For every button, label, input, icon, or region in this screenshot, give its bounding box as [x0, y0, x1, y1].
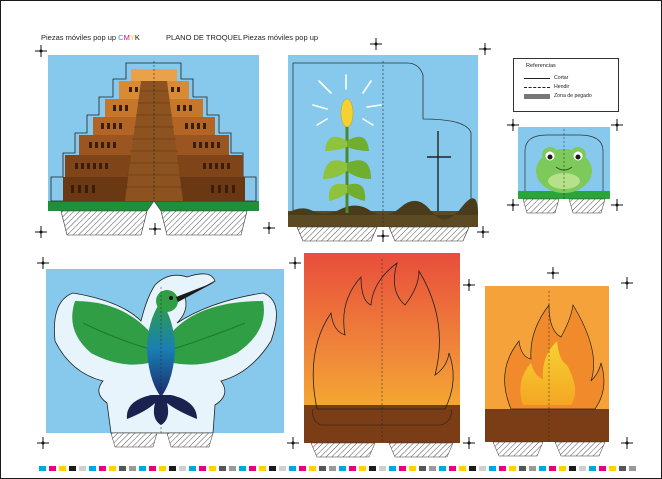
registration-mark: [289, 257, 301, 269]
calibration-swatch: [139, 466, 146, 471]
registration-mark: [621, 437, 633, 449]
registration-mark: [287, 437, 299, 449]
calibration-swatch: [269, 466, 276, 471]
calibration-swatch: [289, 466, 296, 471]
calibration-swatch: [129, 466, 136, 471]
calibration-swatch: [359, 466, 366, 471]
calibration-swatch: [389, 466, 396, 471]
calibration-swatch: [559, 466, 566, 471]
calibration-swatch: [519, 466, 526, 471]
calibration-swatch: [539, 466, 546, 471]
calibration-swatch: [79, 466, 86, 471]
calibration-swatch: [489, 466, 496, 471]
calibration-swatch: [369, 466, 376, 471]
calibration-swatch: [179, 466, 186, 471]
registration-mark: [463, 437, 475, 449]
calibration-swatch: [609, 466, 616, 471]
header-center-title: PLANO DE TROQUEL: [166, 33, 243, 42]
calibration-swatch: [119, 466, 126, 471]
cmyk-m: M: [123, 33, 130, 42]
corn-plant-piece: [288, 55, 478, 241]
calibration-swatch: [309, 466, 316, 471]
calibration-swatch: [249, 466, 256, 471]
registration-mark: [547, 267, 559, 279]
tall-fire-piece: [304, 253, 460, 457]
calibration-swatch: [299, 466, 306, 471]
calibration-swatch: [499, 466, 506, 471]
calibration-swatch: [259, 466, 266, 471]
calibration-swatch: [569, 466, 576, 471]
calibration-swatch: [209, 466, 216, 471]
calibration-swatch: [509, 466, 516, 471]
calibration-swatch: [39, 466, 46, 471]
registration-mark: [507, 199, 519, 211]
legend-label-cut: Cortar: [554, 75, 569, 81]
registration-mark: [507, 119, 519, 131]
calibration-swatch: [279, 466, 286, 471]
calibration-swatch: [149, 466, 156, 471]
calibration-swatch: [409, 466, 416, 471]
calibration-swatch: [219, 466, 226, 471]
registration-mark: [611, 199, 623, 211]
calibration-swatch: [429, 466, 436, 471]
registration-mark: [149, 223, 161, 235]
calibration-swatch: [469, 466, 476, 471]
registration-mark: [479, 43, 491, 55]
calibration-swatch: [69, 466, 76, 471]
registration-mark: [37, 257, 49, 269]
calibration-swatch: [629, 466, 636, 471]
legend-label-glue: Zona de pegado: [554, 93, 592, 99]
calibration-swatch: [199, 466, 206, 471]
calibration-swatch: [319, 466, 326, 471]
registration-mark: [377, 230, 389, 242]
legend-title: Referencias: [526, 63, 556, 69]
registration-mark: [611, 119, 623, 131]
calibration-swatch: [579, 466, 586, 471]
calibration-swatch: [599, 466, 606, 471]
color-calibration-bar: [39, 466, 639, 471]
cmyk-y: Y: [129, 33, 135, 42]
calibration-swatch: [229, 466, 236, 471]
registration-mark: [37, 437, 49, 449]
header-left-title: Piezas móviles pop up: [41, 33, 117, 42]
cmyk-k: K: [134, 33, 140, 42]
header-right-title: Piezas móviles pop up: [243, 33, 319, 42]
pieces-artwork: [1, 1, 661, 478]
registration-mark: [35, 45, 47, 57]
calibration-swatch: [449, 466, 456, 471]
calibration-swatch: [109, 466, 116, 471]
calibration-swatch: [339, 466, 346, 471]
calibration-swatch: [169, 466, 176, 471]
calibration-swatch: [399, 466, 406, 471]
calibration-swatch: [439, 466, 446, 471]
calibration-swatch: [239, 466, 246, 471]
registration-mark: [621, 277, 633, 289]
registration-mark: [370, 38, 382, 50]
calibration-swatch: [479, 466, 486, 471]
registration-mark: [263, 222, 275, 234]
campfire-piece: [485, 286, 609, 456]
calibration-swatch: [529, 466, 536, 471]
calibration-swatch: [379, 466, 386, 471]
calibration-swatch: [59, 466, 66, 471]
calibration-swatch: [329, 466, 336, 471]
calibration-swatch: [89, 466, 96, 471]
registration-mark: [477, 226, 489, 238]
calibration-swatch: [589, 466, 596, 471]
hummingbird-piece: [46, 269, 284, 447]
calibration-swatch: [49, 466, 56, 471]
frog-piece: [518, 127, 610, 213]
calibration-swatch: [549, 466, 556, 471]
calibration-swatch: [349, 466, 356, 471]
calibration-swatch: [159, 466, 166, 471]
registration-mark: [463, 279, 475, 291]
registration-mark: [35, 226, 47, 238]
legend-label-crease: Hendir: [554, 84, 570, 90]
calibration-swatch: [419, 466, 426, 471]
calibration-swatch: [459, 466, 466, 471]
calibration-swatch: [99, 466, 106, 471]
pyramid-piece: [48, 55, 259, 235]
calibration-swatch: [189, 466, 196, 471]
calibration-swatch: [619, 466, 626, 471]
cmyk-c: C: [118, 33, 124, 42]
